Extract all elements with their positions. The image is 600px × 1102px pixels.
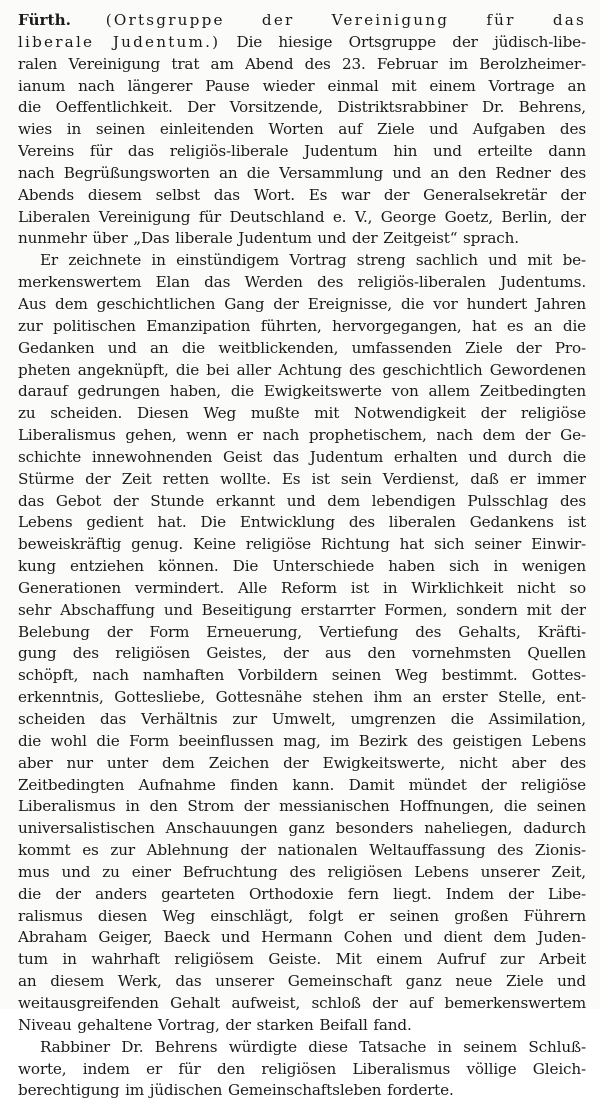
- paragraph-2-line: scheiden das Verhältnis zur Umwelt, umgrenzen die Assimilation,: [18, 710, 586, 728]
- paragraph-1-line: wies in seinen einleitenden Worten auf Ziele und Aufgaben des: [18, 120, 586, 139]
- paragraph-2-line: Generationen vermindert. Alle Reform ist in Wirklichkeit nicht so: [18, 578, 586, 597]
- paragraph-1-line: nach Begrüßungsworten an die Versammlung und an den Redner des: [18, 163, 586, 182]
- paragraph-2-line: weitausgreifenden Gehalt aufweist, schloß der auf bemerkenswertem: [18, 993, 586, 1012]
- paragraph-2-line: Stürme der Zeit retten wollte. Es ist sein Verdienst, daß er immer: [18, 469, 586, 488]
- article-body: [18, 32, 586, 1102]
- paragraph-1-line: Vereins für das religiös-liberale Judentum hin und erteilte dann: [18, 142, 586, 161]
- organization-heading-continued: liberale Judentum.): [18, 32, 221, 51]
- paragraph-2-line: die wohl die Form beeinflussen mag, im Bezirk des geistigen Lebens: [18, 731, 586, 750]
- news-article: [18, 10, 586, 1102]
- paragraph-3-line: Rabbiner Dr. Behrens würdigte diese Tatsache in seinem Schluß-: [40, 1037, 586, 1056]
- paragraph-2-line: Liberalismus in den Strom der messianischen Hoffnungen, die seinen: [18, 797, 586, 816]
- paragraph-2-line: gung des religiösen Geistes, der aus den vornehmsten Quellen: [18, 644, 586, 663]
- paragraph-2-line: Aus dem geschichtlichen Gang der Ereignisse, die vor hundert Jahren: [18, 294, 586, 313]
- paragraph-2-line: Niveau gehaltene Vortrag, der starken Beifall fand.: [18, 1015, 412, 1034]
- paragraph-2-line: schichte innewohnenden Geist das Judentum erhalten und durch die: [18, 447, 586, 466]
- paragraph-2-line: erkenntnis, Gottesliebe, Gottesnähe stehen ihm an erster Stelle, ent-: [18, 688, 586, 707]
- paragraph-2-line: schöpft, nach namhaften Vorbildern seinen Weg bestimmt. Gottes-: [18, 666, 586, 685]
- paragraph-1-line: nunmehr über „Das liberale Judentum und der Zeitgeist“ sprach.: [18, 229, 519, 248]
- paragraph-3-line: berechtigung im jüdischen Gemeinschaftsleben forderte.: [18, 1081, 454, 1100]
- paragraph-2-line: Gedanken und an die weitblickenden, umfassenden Ziele der Pro-: [18, 338, 586, 357]
- paragraph-2-line: kung entziehen können. Die Unterschiede haben sich in wenigen: [18, 557, 586, 576]
- paragraph-3-line: worte, indem er für den religiösen Liberalismus völlige Gleich-: [18, 1059, 586, 1078]
- paragraph-1-line: [18, 32, 586, 54]
- paragraph-2-line: Abraham Geiger, Baeck und Hermann Cohen und dient dem Juden-: [18, 928, 586, 947]
- paragraph-2-line: Lebens gedient hat. Die Entwicklung des liberalen Gedankens ist: [18, 513, 586, 532]
- organization-heading: (Ortsgruppe der Vereinigung für das: [105, 11, 586, 29]
- paragraph-2-line: darauf gedrungen haben, die Ewigkeitswerte von allem Zeitbedingten: [18, 382, 586, 401]
- paragraph-2-line: pheten angeknüpft, die bei aller Achtung des geschichtlich Gewordenen: [18, 360, 586, 379]
- paragraph-2-line: mus und zu einer Befruchtung des religiösen Lebens unserer Zeit,: [18, 862, 586, 881]
- paragraph-2-line: Zeitbedingten Aufnahme finden kann. Damit mündet der religiöse: [18, 775, 586, 794]
- paragraph-1-first-line: Die hiesige Ortsgruppe der jüdisch-libe-: [220, 32, 586, 51]
- paragraph-1-line: ralen Vereinigung trat am Abend des 23. Februar im Berolzheimer-: [18, 54, 586, 73]
- paragraph-1-line: Liberalen Vereinigung für Deutschland e. V., George Goetz, Berlin, der: [18, 207, 586, 226]
- paragraph-2-line: zu scheiden. Diesen Weg mußte mit Notwendigkeit der religiöse: [18, 404, 586, 423]
- paragraph-2-line: tum in wahrhaft religiösem Geiste. Mit einem Aufruf zur Arbeit: [18, 950, 586, 969]
- paragraph-2-line: zur politischen Emanzipation führten, hervorgegangen, hat es an die: [18, 316, 586, 335]
- paragraph-1-line: ianum nach längerer Pause wieder einmal mit einem Vortrage an: [18, 76, 586, 95]
- paragraph-1-line: die Oeffentlichkeit. Der Vorsitzende, Distriktsrabbiner Dr. Behrens,: [18, 98, 586, 117]
- paragraph-2-line: kommt es zur Ablehnung der nationalen Weltauffassung des Zionis-: [18, 841, 586, 860]
- paragraph-2-line: sehr Abschaffung und Beseitigung erstarrter Formen, sondern mit der: [18, 600, 586, 619]
- paragraph-2-line: Belebung der Form Erneuerung, Vertiefung des Gehalts, Kräfti-: [18, 622, 586, 641]
- paragraph-2-line: ralismus diesen Weg einschlägt, folgt er seinen großen Führern: [18, 906, 586, 925]
- paragraph-2-line: beweiskräftig genug. Keine religiöse Richtung hat sich seiner Einwir-: [18, 535, 586, 554]
- place-name: Fürth.: [18, 11, 71, 29]
- paragraph-2-line: Liberalismus gehen, wenn er nach prophetischem, nach dem der Ge-: [18, 426, 586, 445]
- paragraph-1-line: Abends diesem selbst das Wort. Es war der Generalsekretär der: [18, 185, 586, 204]
- paragraph-2-line: merkenswertem Elan das Werden des religiös-liberalen Judentums.: [18, 273, 586, 292]
- paragraph-2-line: die der anders gearteten Orthodoxie fern liegt. Indem der Libe-: [18, 884, 586, 903]
- paragraph-2-line: Er zeichnete in einstündigem Vortrag streng sachlich und mit be-: [40, 251, 586, 270]
- paragraph-2-line: das Gebot der Stunde erkannt und dem lebendigen Pulsschlag des: [18, 491, 586, 510]
- article-heading-line: [18, 10, 586, 32]
- paragraph-2-line: an diesem Werk, das unserer Gemeinschaft ganz neue Ziele und: [18, 972, 586, 991]
- paragraph-2-line: universalistischen Anschauungen ganz besonders naheliegen, dadurch: [18, 819, 586, 838]
- paragraph-2-line: aber nur unter dem Zeichen der Ewigkeitswerte, nicht aber des: [18, 753, 586, 772]
